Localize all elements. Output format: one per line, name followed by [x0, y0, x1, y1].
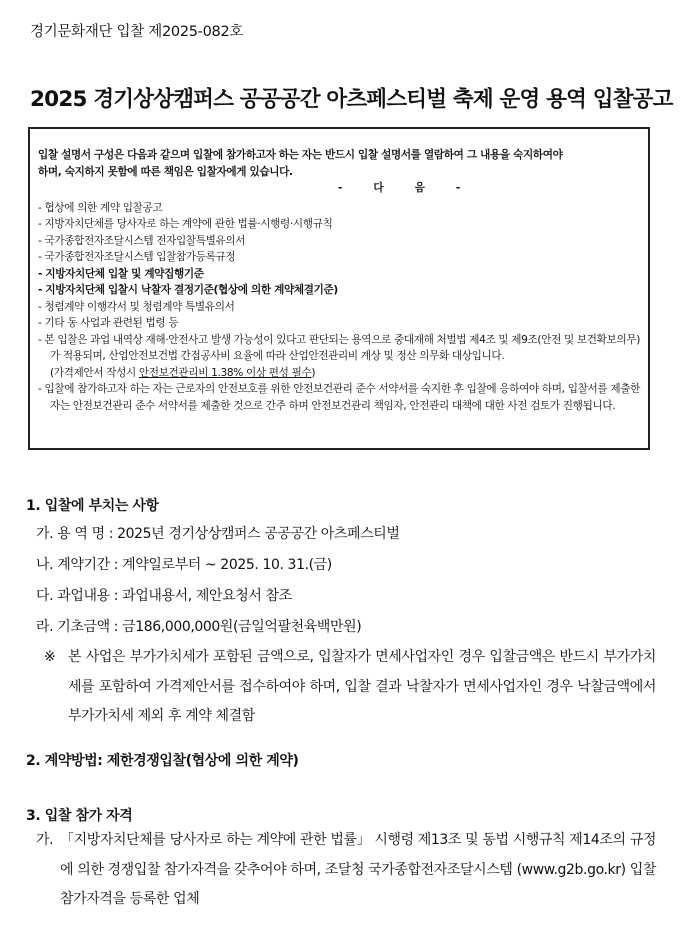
- pledge-item: - 입찰에 참가하고자 하는 자는 근로자의 안전보호를 위한 안전보건관리 준수 서약서를 숙지한 후 입찰에 응하여야 하며, 입찰서를 제출한 자는 안전보건관리 준수 서약서를 제출한 것으로 간주 하며 안전보건관리 책임자, 안전관리 대책에 대한 사전 검토가 진행됩니다.: [38, 383, 640, 412]
- section-1-note: [44, 643, 656, 732]
- safety-item: [38, 332, 640, 382]
- list-item: - 지방자치단체 입찰 및 계약집행기준: [38, 267, 204, 280]
- note-text: 본 사업은 부가가치세가 포함된 금액으로, 입찰자가 면세사업자인 경우 입찰금액은 반드시 부가가치세를 포함하여 가격제안서를 접수하여야 하며, 입찰 결과 낙찰자가 면세사업자인 경우 낙찰금액에서 부가가치세 제외 후 계약 체결함: [68, 649, 656, 724]
- section-1-row: 라. 기초금액 : 금186,000,000원(금일억팔천육백만원): [36, 619, 362, 635]
- safety-cost-underline: 안전보건관리비 1.38% 이상 편성 필수: [138, 366, 312, 379]
- list-item: - 지방자치단체 입찰시 낙찰자 결정기준(협상에 의한 계약체결기준): [38, 284, 338, 296]
- intro-line: 하며, 숙지하지 못함에 따른 책임은 입찰자에게 있습니다.: [38, 165, 293, 178]
- document-number: 경기문화재단 입찰 제2025-082호: [30, 24, 244, 40]
- section-1-heading: 1. 입찰에 부치는 사항: [26, 498, 159, 514]
- dal-eum-label: - 다 음 -: [338, 182, 460, 194]
- safety-text: - 본 입찰은 과업 내역상 재해·안전사고 발생 가능성이 있다고 판단되는 용역으로 중대재해 처벌법 제4조 및 제9조(안전 및 보건확보의무)가 적용되며, 산업안전보건법 간접공사비 요율에 따라 산업안전관리비 계상 및 정산 의무화 대상입니다.: [38, 333, 640, 362]
- notice-box: [28, 127, 650, 450]
- section-3-heading: 3. 입찰 참가 자격: [26, 808, 133, 824]
- section-1-row: 가. 용 역 명 : 2025년 경기상상캠퍼스 공공공간 아츠페스티벌: [36, 526, 400, 542]
- list-item: - 청렴계약 이행각서 및 청렴계약 특별유의서: [38, 300, 235, 313]
- list-item: - 국가종합전자조달시스템 전자입찰특별유의서: [38, 234, 246, 247]
- page-title: 2025 경기상상캠퍼스 공공공간 아츠페스티벌 축제 운영 용역 입찰공고: [30, 87, 673, 112]
- list-item: - 협상에 의한 계약 입찰공고: [38, 201, 163, 214]
- document-list: [38, 200, 640, 415]
- intro-line: 입찰 설명서 구성은 다음과 같으며 입찰에 참가하고자 하는 자는 반드시 입찰 설명서를 열람하여 그 내용을 숙지하여야: [38, 149, 563, 161]
- safety-note: (가격제안서 작성시 안전보건관리비 1.38% 이상 편성 필수): [50, 366, 316, 379]
- note-mark: ※: [44, 649, 56, 665]
- notice-intro: [38, 147, 640, 197]
- section-2-heading: 2. 계약방법: 제한경쟁입찰(협상에 의한 계약): [26, 753, 299, 769]
- section-1-row: 나. 계약기간 : 계약일로부터 ~ 2025. 10. 31.(금): [36, 557, 332, 573]
- section-1-row: 다. 과업내용 : 과업내용서, 제안요청서 참조: [36, 588, 292, 604]
- section-3-item: [36, 826, 656, 915]
- item-text: 「지방자치단체를 당사자로 하는 계약에 관한 법률」 시행령 제13조 및 동법 시행규칙 제14조의 규정에 의한 경쟁입찰 참가자격을 갖추어야 하며, 조달청 국가종합전자조달시스템 (www.g2b.go.kr) 입찰참가자격을 등록한 업체: [60, 832, 656, 907]
- list-item: - 국가종합전자조달시스템 입찰참가등록규정: [38, 251, 236, 263]
- item-mark: 가.: [36, 832, 54, 848]
- list-item: - 지방자치단체를 당사자로 하는 계약에 관한 법률·시행령·시행규칙: [38, 218, 333, 230]
- list-item: - 기타 동 사업과 관련된 법령 등: [38, 317, 179, 329]
